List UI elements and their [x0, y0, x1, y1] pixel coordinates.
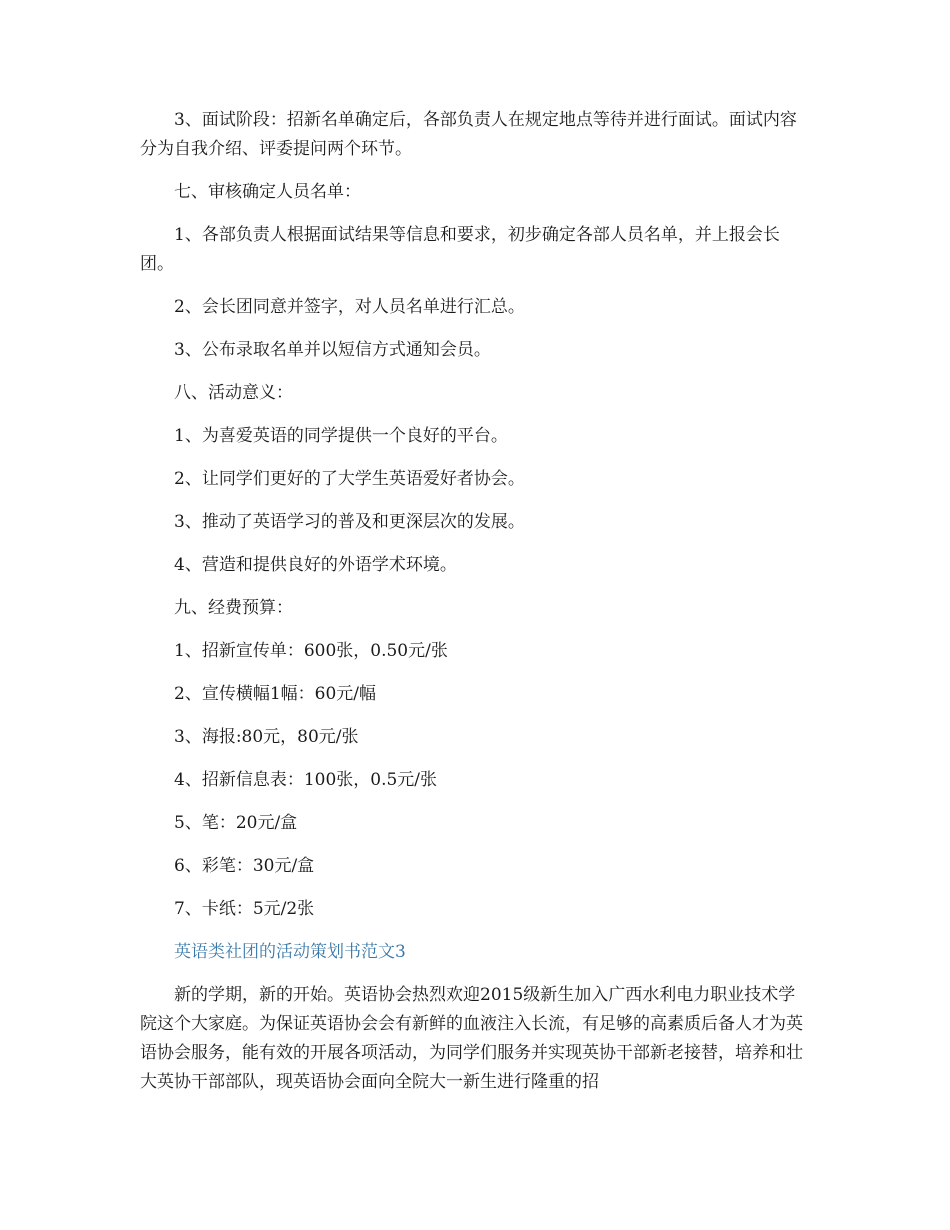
paragraph-significance-2: 2、让同学们更好的了大学生英语爱好者协会。 — [174, 469, 525, 489]
paragraph-review-2: 2、会长团同意并签字，对人员名单进行汇总。 — [174, 297, 525, 317]
paragraph-review-1: 1、各部负责人根据面试结果等信息和要求，初步确定各部人员名单，并上报会长团。 — [140, 225, 780, 274]
budget-item-2: 2、宣传横幅1幅：60元/幅 — [174, 684, 376, 704]
section-title-review: 七、审核确定人员名单： — [174, 182, 361, 202]
section-heading-link[interactable]: 英语类社团的活动策划书范文3 — [174, 942, 406, 962]
document-page — [140, 106, 812, 1097]
paragraph-significance-4: 4、营造和提供良好的外语学术环境。 — [174, 555, 457, 575]
paragraph-interview-stage: 3、面试阶段：招新名单确定后，各部负责人在规定地点等待并进行面试。面试内容分为自我介绍、评委提问两个环节。 — [140, 110, 797, 159]
budget-item-3: 3、海报:80元，80元/张 — [174, 727, 359, 747]
paragraph-significance-3: 3、推动了英语学习的普及和更深层次的发展。 — [174, 512, 525, 532]
paragraph-intro: 新的学期，新的开始。英语协会热烈欢迎2015级新生加入广西水利电力职业技术学院这个大家庭。为保证英语协会会有新鲜的血液注入长流，有足够的高素质后备人才为英语协会服务，能有效的开展各项活动，为同学们服务并实现英协干部新老接替，培养和壮大英协干部部队，现英语协会面向全院大一新生进行隆重的招 — [140, 985, 803, 1092]
budget-item-4: 4、招新信息表：100张，0.5元/张 — [174, 770, 438, 790]
budget-item-5: 5、笔：20元/盒 — [174, 813, 298, 833]
budget-item-6: 6、彩笔：30元/盒 — [174, 856, 315, 876]
section-title-significance: 八、活动意义： — [174, 383, 293, 403]
budget-item-1: 1、招新宣传单：600张，0.50元/张 — [174, 641, 448, 661]
paragraph-review-3: 3、公布录取名单并以短信方式通知会员。 — [174, 340, 491, 360]
paragraph-significance-1: 1、为喜爱英语的同学提供一个良好的平台。 — [174, 426, 508, 446]
section-title-budget: 九、经费预算： — [174, 598, 293, 618]
budget-item-7: 7、卡纸：5元/2张 — [174, 899, 315, 919]
